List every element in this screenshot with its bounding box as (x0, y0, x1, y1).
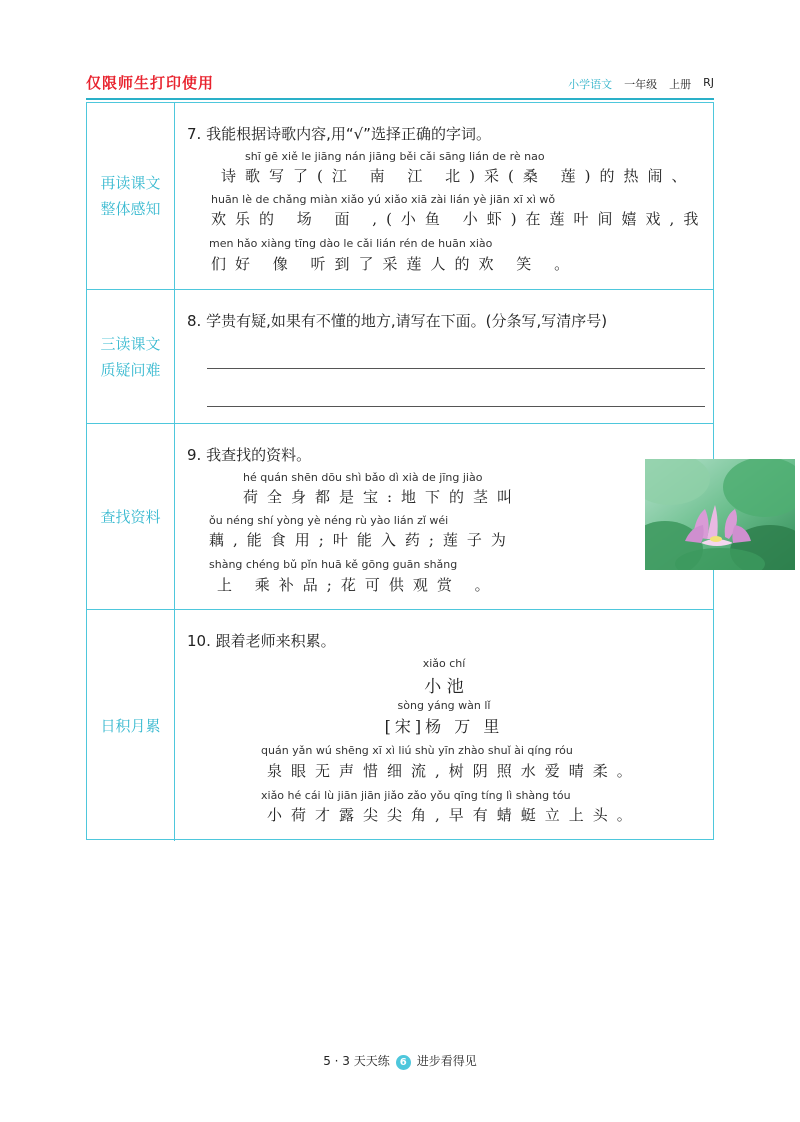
series-slogan: 进步看得见 (416, 1054, 477, 1068)
label-line: 整体感知 (100, 200, 161, 218)
hanzi-line: 欢乐的 场 面 ,(小鱼 小虾)在莲叶间嬉戏,我 (211, 210, 708, 228)
exercise-table (86, 102, 714, 840)
question-8: 8. 学贵有疑,如果有不懂的地方,请写在下面。(分条写,写清序号) (187, 312, 608, 330)
book-info (568, 76, 714, 92)
poem-line: 泉眼无声惜细流,树阴照水爱晴柔。 (267, 762, 641, 780)
page-number: 6 (396, 1055, 411, 1070)
series-name: 5 · 3 天天练 (323, 1054, 390, 1068)
lotus-flower-image (645, 459, 795, 570)
header-divider (86, 98, 714, 100)
pinyin-line: huān lè de chǎng miàn xiǎo yú xiǎo xiā zài lián yè jiān xī xì wǒ (211, 193, 556, 206)
poem-author-pinyin: sòng yáng wàn lǐ (397, 699, 491, 712)
hanzi-line: 诗歌写了(江 南 江 北)采(桑 莲)的热闹、 (221, 167, 696, 185)
poem-title: 小 池 (424, 677, 464, 697)
section-research (87, 424, 713, 610)
pinyin-line: ǒu néng shí yòng yè néng rù yào lián zǐ wéi (209, 514, 449, 527)
poem-author: [宋]杨 万 里 (384, 717, 504, 736)
label-line: 再读课文 (100, 174, 161, 192)
label-line: 三读课文 (100, 334, 161, 353)
hanzi-line: 藕,能食用;叶能入药;莲子为 (209, 531, 515, 549)
question-9: 9. 我查找的资料。 (187, 446, 312, 464)
section-content (175, 424, 713, 609)
pinyin-line: quán yǎn wú shēng xī xì liú shù yīn zhào shuǐ ài qíng róu (261, 744, 573, 757)
subject-label: 小学语文 (568, 78, 613, 91)
label-line: 查找资料 (100, 507, 161, 526)
label-line: 质疑问难 (100, 360, 161, 379)
section-content (175, 610, 713, 841)
poem-title-pinyin: xiǎo chí (422, 657, 466, 670)
pinyin-line: men hǎo xiàng tīng dào le cǎi lián rén de huān xiào (209, 237, 493, 250)
section-label (87, 103, 175, 289)
grade-label: 一年级 (624, 78, 658, 91)
pinyin-line: hé quán shēn dōu shì bǎo dì xià de jīng jiào (243, 471, 483, 484)
edition-label: RJ (703, 76, 714, 89)
poem-line: 小荷才露尖尖角,早有蜻蜓立上头。 (267, 806, 641, 824)
usage-notice: 仅限师生打印使用 (86, 74, 215, 92)
hanzi-line: 荷全身都是宝:地下的茎叫 (243, 488, 522, 506)
question-7: 7. 我能根据诗歌内容,用“√”选择正确的字词。 (187, 125, 491, 143)
section-reread (87, 103, 713, 290)
answer-line[interactable] (207, 368, 705, 369)
pinyin-line: shī gē xiě le jiāng nán jiāng běi cǎi sāng lián de rè nao (245, 150, 545, 163)
section-content (175, 103, 713, 289)
hanzi-line: 上 乘补品;花可供观赏 。 (217, 576, 499, 594)
section-label (87, 610, 175, 841)
section-accumulate (87, 610, 713, 841)
pinyin-line: shàng chéng bǔ pǐn huā kě gōng guān shǎng (209, 558, 458, 571)
section-label (87, 424, 175, 609)
answer-line[interactable] (207, 406, 705, 407)
hanzi-line: 们好 像 听到了采莲人的欢 笑 。 (211, 255, 579, 273)
section-question (87, 290, 713, 424)
lotus-photo (645, 459, 795, 570)
label-line: 日积月累 (100, 716, 161, 735)
volume-label: 上册 (669, 78, 692, 91)
question-10: 10. 跟着老师来积累。 (187, 632, 336, 650)
section-label (87, 290, 175, 423)
section-content (175, 290, 713, 423)
page-footer (0, 1052, 800, 1070)
pinyin-line: xiǎo hé cái lù jiān jiān jiǎo zǎo yǒu qīng tíng lì shàng tóu (261, 789, 571, 802)
